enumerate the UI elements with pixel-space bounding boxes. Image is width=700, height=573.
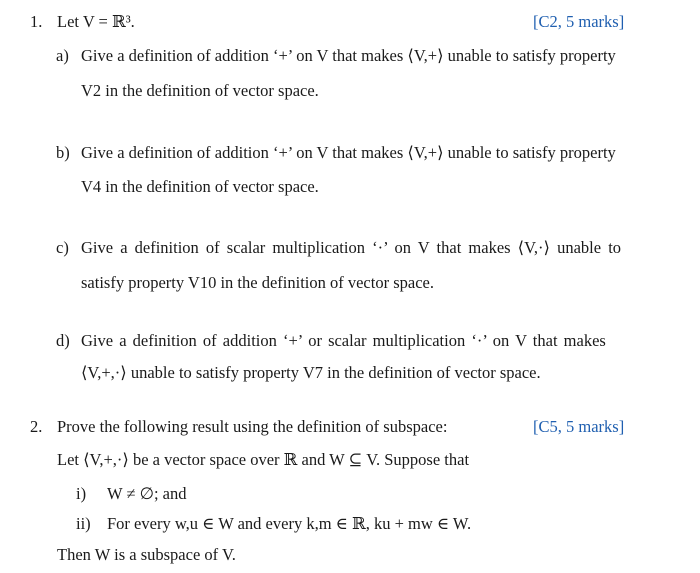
q1-stem: Let V = ℝ³. xyxy=(57,12,135,31)
q1d-line2: ⟨V,+,·⟩ unable to satisfy property V7 in the definition of vector space. xyxy=(81,363,541,382)
q1a-label: a) xyxy=(56,46,69,65)
q1c-line1: Give a definition of scalar multiplication ‘·’ on V that makes ⟨V,·⟩ unable to xyxy=(81,238,622,257)
q1c-label: c) xyxy=(56,238,69,257)
q2-cond-i-text: W ≠ ∅; and xyxy=(107,484,187,503)
q1a-line2: V2 in the definition of vector space. xyxy=(81,81,319,100)
q2-number: 2. xyxy=(30,417,43,436)
q2-cond-ii-label: ii) xyxy=(76,514,91,533)
q1b-label: b) xyxy=(56,143,70,162)
q1b-line1: Give a definition of addition ‘+’ on V that makes ⟨V,+⟩ unable to satisfy property xyxy=(81,143,616,162)
q2-stem: Prove the following result using the definition of subspace: xyxy=(57,417,448,436)
q2-let-line: Let ⟨V,+,·⟩ be a vector space over ℝ and W ⊆ V. Suppose that xyxy=(57,450,470,469)
q2-marks: [C5, 5 marks] xyxy=(533,417,625,436)
q2-conclusion: Then W is a subspace of V. xyxy=(57,545,236,564)
q1-marks: [C2, 5 marks] xyxy=(533,12,625,31)
q1-number: 1. xyxy=(30,12,43,31)
q2-cond-ii-text: For every w,u ∈ W and every k,m ∈ ℝ, ku + mw ∈ W. xyxy=(107,514,472,533)
q2-cond-i-label: i) xyxy=(76,484,87,503)
q1d-line1: Give a definition of addition ‘+’ or scalar multiplication ‘·’ on V that makes xyxy=(81,331,606,350)
q1b-line2: V4 in the definition of vector space. xyxy=(81,177,319,196)
q1c-line2: satisfy property V10 in the definition of vector space. xyxy=(81,273,434,292)
q1a-line1: Give a definition of addition ‘+’ on V that makes ⟨V,+⟩ unable to satisfy property xyxy=(81,46,616,65)
q1d-label: d) xyxy=(56,331,70,350)
